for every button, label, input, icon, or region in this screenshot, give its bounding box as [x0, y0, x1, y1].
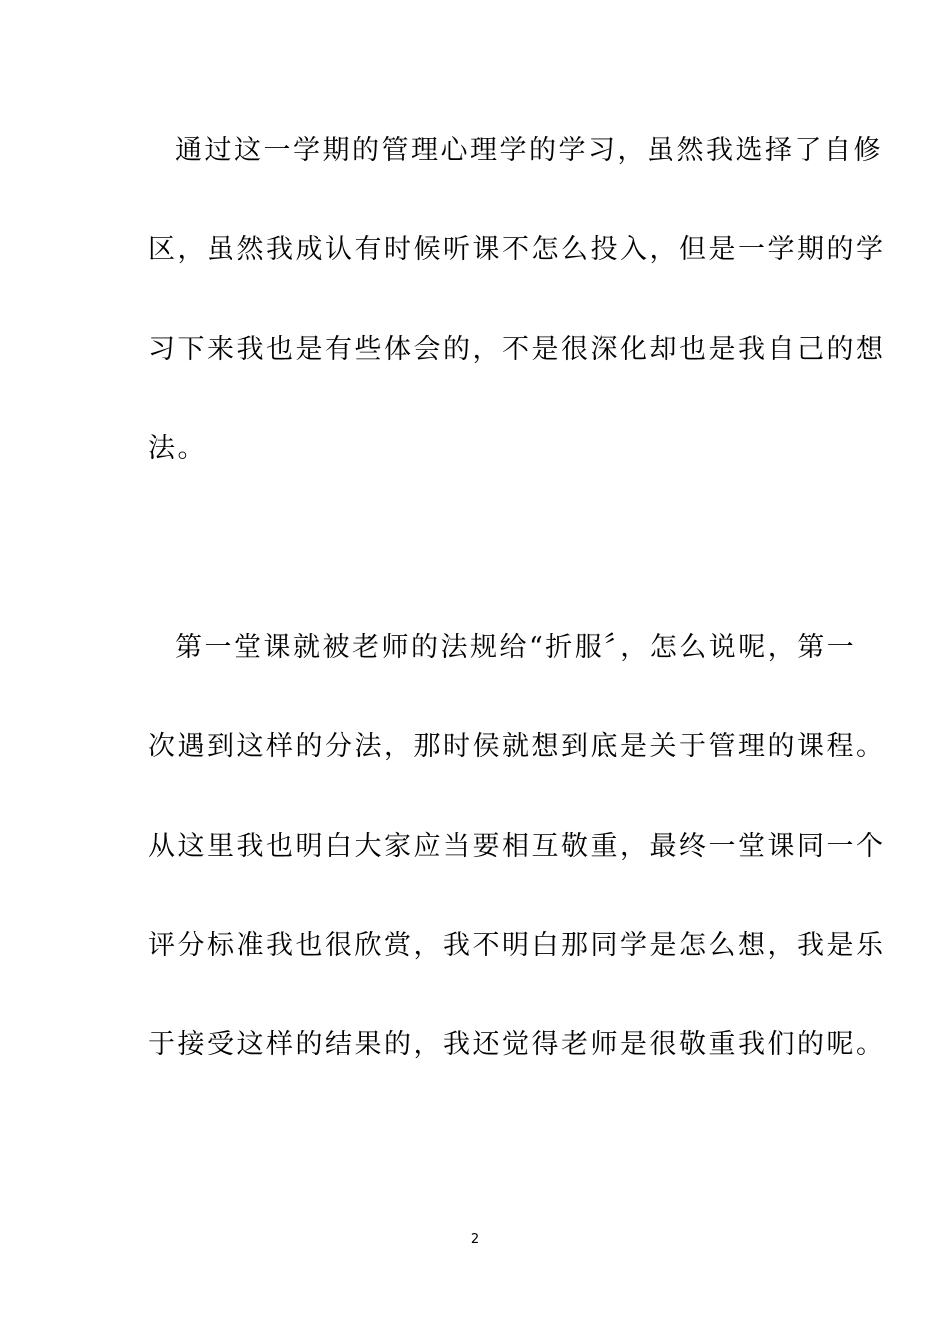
paragraph-2-line-2: 次遇到这样的分法，那时侯就想到底是关于管理的课程。 [148, 731, 886, 762]
paragraph-2-line-1: 第一堂课就被老师的法规给“折服〞，怎么说呢，第一 [175, 632, 857, 663]
paragraph-1-line-4: 法。 [148, 433, 207, 464]
paragraph-2-line-3: 从这里我也明白大家应当要相互敬重，最终一堂课同一个 [148, 831, 886, 862]
paragraph-1-line-3: 习下来我也是有些体会的，不是很深化却也是我自己的想 [148, 334, 886, 365]
page-number: 2 [470, 1232, 480, 1247]
paragraph-2-line-4: 评分标准我也很欣赏，我不明白那同学是怎么想，我是乐 [148, 930, 886, 961]
paragraph-1-line-1: 通过这一学期的管理心理学的学习，虽然我选择了自修 [175, 135, 883, 166]
paragraph-1-line-2: 区，虽然我成认有时候听课不怎么投入，但是一学期的学 [148, 234, 886, 265]
paragraph-2-line-5: 于接受这样的结果的，我还觉得老师是很敬重我们的呢。 [148, 1029, 886, 1060]
